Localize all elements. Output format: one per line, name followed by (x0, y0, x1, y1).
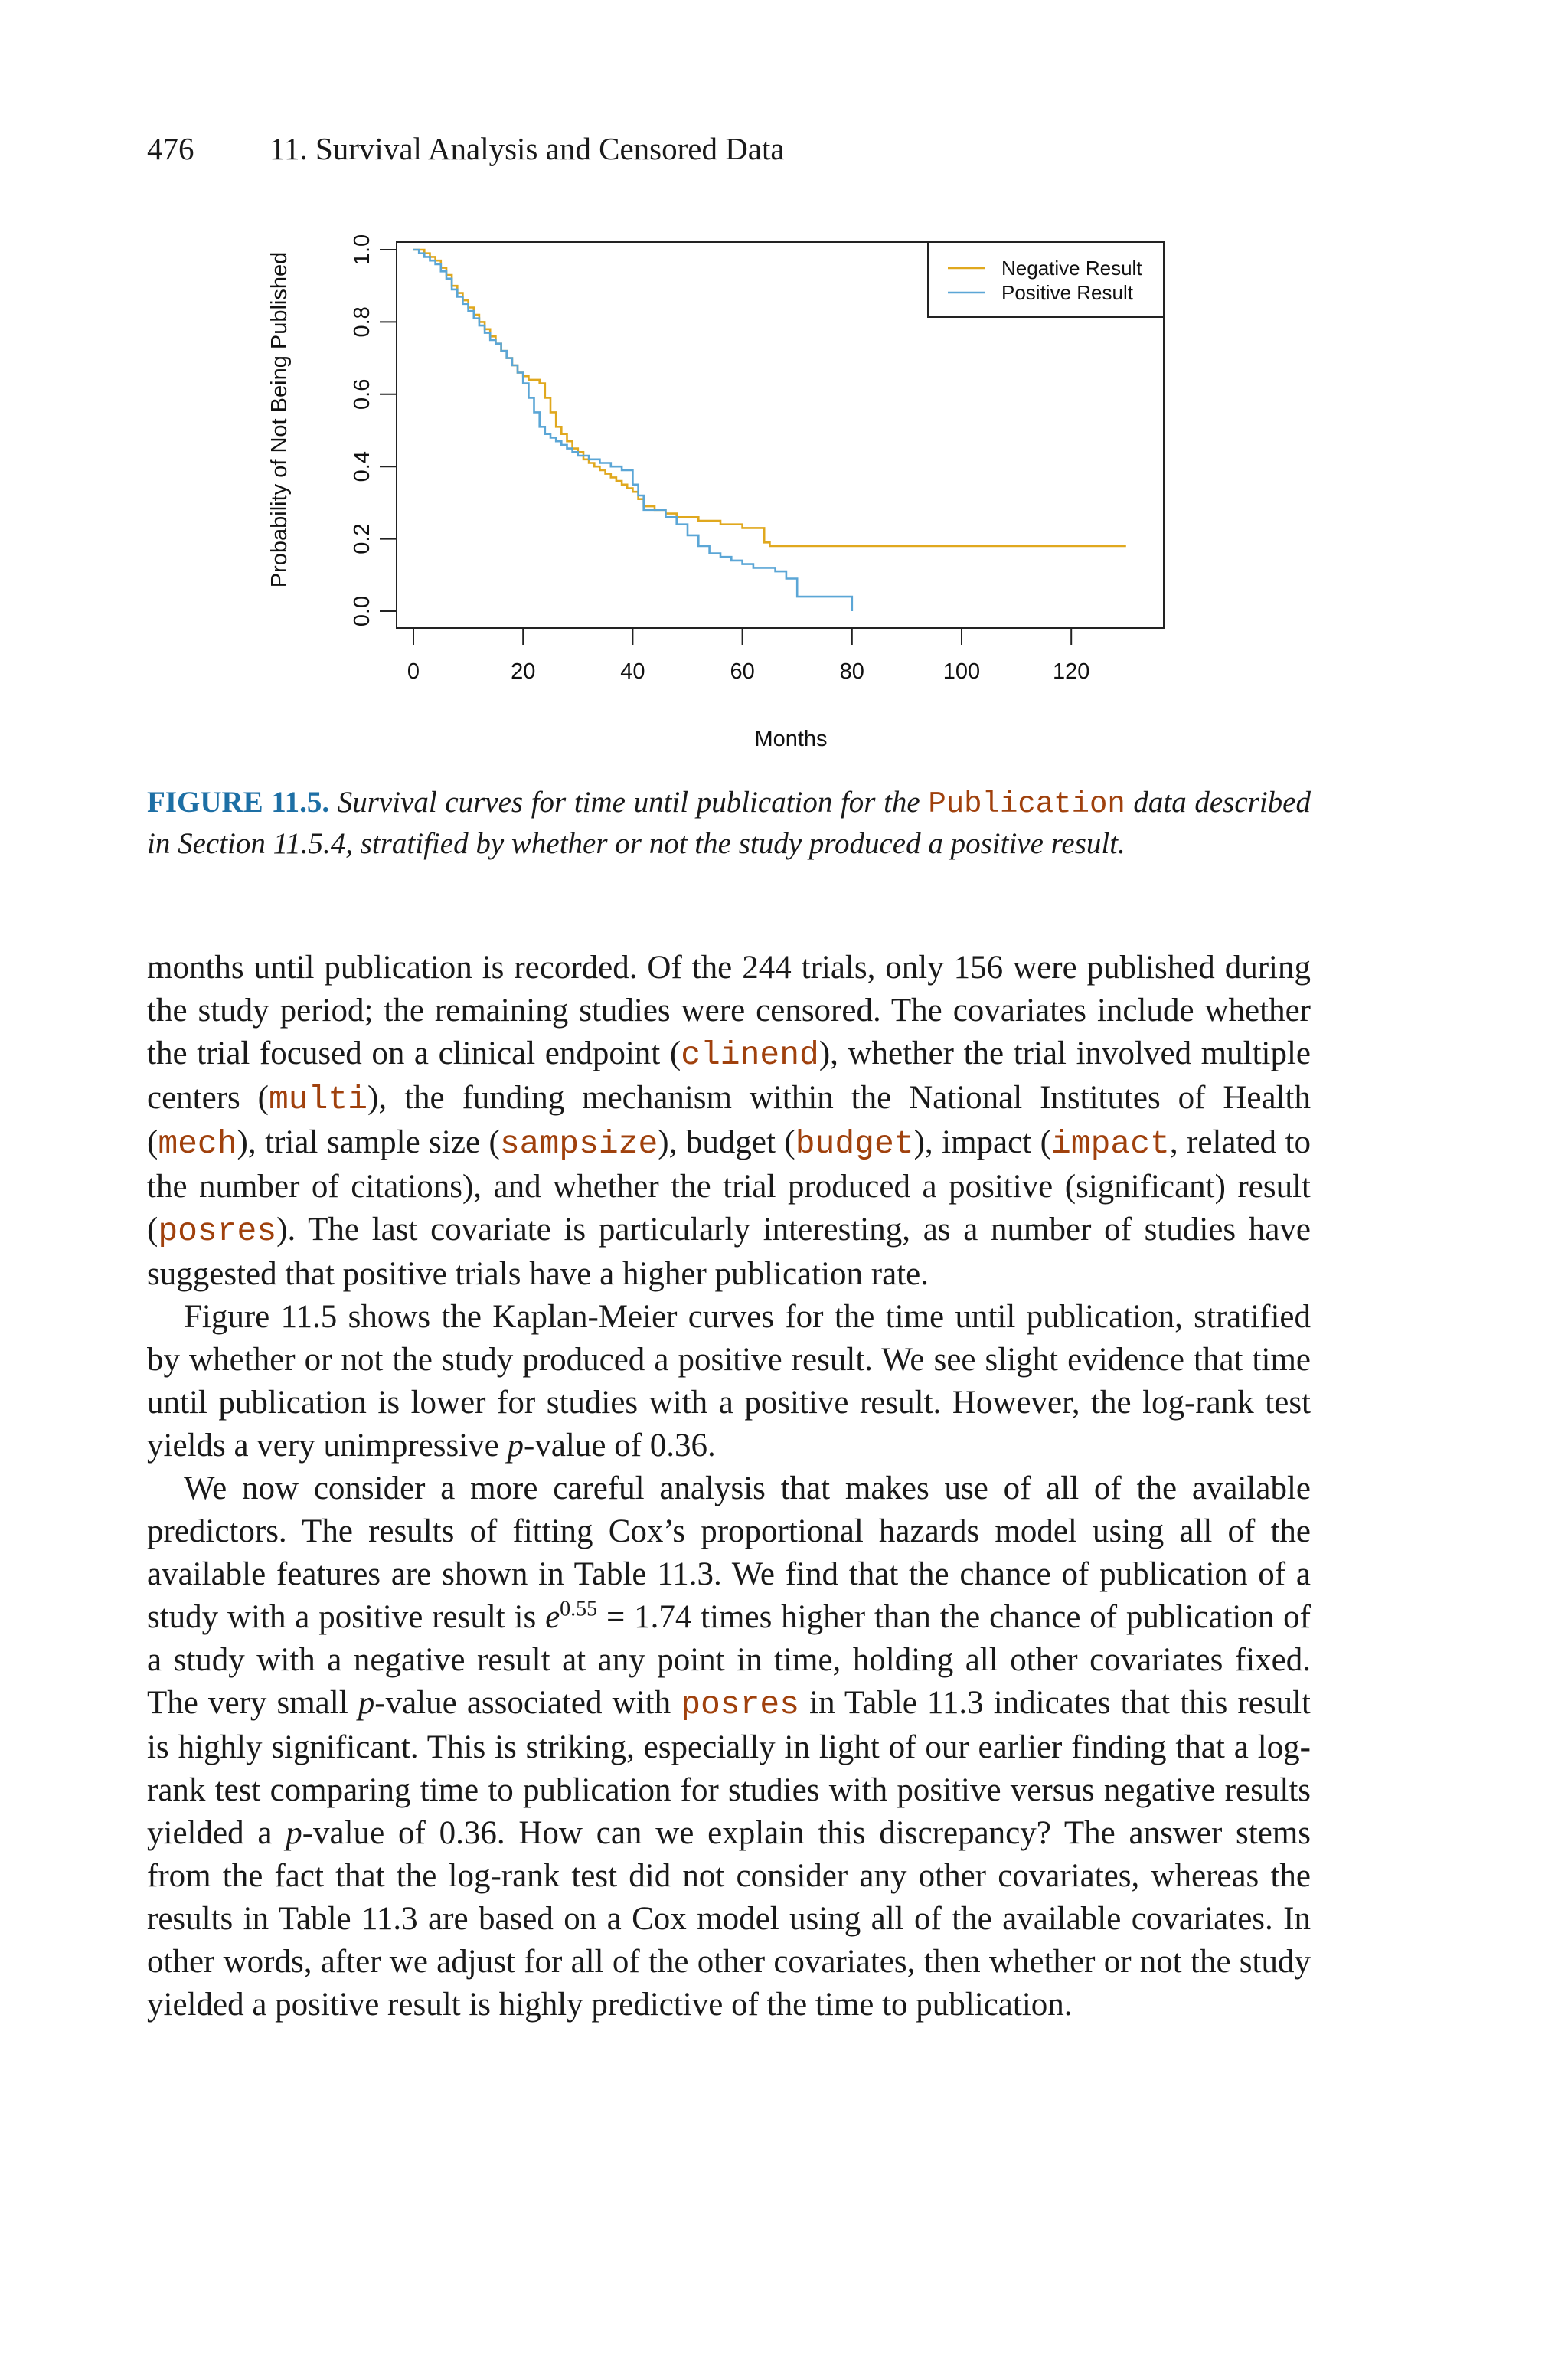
x-tick-label: 80 (839, 659, 864, 684)
legend-label: Negative Result (1001, 257, 1142, 280)
body-text (147, 947, 1311, 2026)
figure-label: FIGURE 11.5. (147, 786, 330, 819)
y-axis-label: Probability of Not Being Published (267, 251, 292, 588)
survival-curves-figure (260, 222, 1210, 774)
chapter-title: 11. Survival Analysis and Censored Data (270, 131, 785, 166)
code-publication: Publication (928, 787, 1125, 821)
code-mech: mech (158, 1125, 237, 1163)
x-tick-label: 20 (511, 659, 536, 684)
paragraph-2: Figure 11.5 shows the Kaplan-Meier curves for the time until publication, stratified by whether or not the study produced a positive result. We see slight evidence that time until publication is lower for studies with a positive result. However, the log-rank test yields a very unimpressive p-value of 0.36. (147, 1299, 1311, 1464)
y-tick-label: 0.0 (350, 595, 374, 627)
legend-label: Positive Result (1001, 281, 1133, 304)
running-head (147, 127, 1311, 170)
y-tick-label: 0.8 (350, 306, 374, 338)
code-multi: multi (269, 1081, 368, 1118)
x-tick-label: 0 (407, 659, 420, 684)
y-tick-label: 0.6 (350, 378, 374, 410)
x-axis-label: Months (754, 727, 828, 751)
paragraph-1: months until publication is recorded. Of the 244 trials, only 156 were published during the study period; the remaining studies were censored. The covariates include whether the trial focused on a clinical endpoint (clinend), whether the trial involved multiple centers (multi), the funding mechanism within the National Institutes of Health (mech), trial sample size (sampsize), budget (budget), impact (impact, related to the number of citations), and whether the trial produced a positive (significant) result (posres). The last covariate is particularly interesting, as a number of studies have suggested that positive trials have a higher publication rate. (147, 950, 1312, 1292)
survival-chart (260, 222, 1210, 774)
legend-box (928, 242, 1164, 317)
code-impact: impact (1050, 1125, 1170, 1163)
series-line-positive (413, 250, 852, 611)
code-posres: posres (681, 1686, 800, 1723)
figure-caption: FIGURE 11.5. Survival curves for time until publication for the Publication data described in Section 11.5.4, stratified by whether or not the study produced a positive result. (147, 786, 1311, 860)
code-posres: posres (158, 1212, 277, 1250)
code-sampsize: sampsize (499, 1125, 658, 1163)
x-tick-label: 60 (730, 659, 755, 684)
y-tick-label: 0.4 (350, 451, 374, 482)
x-tick-label: 120 (1053, 659, 1090, 684)
x-tick-label: 100 (942, 659, 981, 684)
y-tick-label: 1.0 (350, 234, 374, 266)
code-clinend: clinend (681, 1036, 819, 1074)
paragraph-3: We now consider a more careful analysis that makes use of all of the available predictors. The results of fitting Cox’s proportional hazards model using all of the available features are shown in Table 11.3. We find that the chance of publication of a study with a positive result is $e^{0.55} = 1.74$ times higher than the chance of publication of a study with a negative result at any point in time, holding all other covariates fixed. The very small p-value associated with posres in Table 11.3 indicates that this result is highly significant. This is striking, especially in light of our earlier finding that a log-rank test comparing time to publication for studies with positive versus negative results yielded a p-value of 0.36. How can we explain this discrepancy? The answer stems from the fact that the log-rank test did not consider any other covariates, whereas the results in Table 11.3 are based on a Cox model using all of the available covariates. In other words, after we adjust for all of the other covariates, then whether or not the study yielded a positive result is highly predictive of the time to publication. (147, 1470, 1311, 2023)
code-budget: budget (795, 1125, 914, 1163)
page-number: 476 (147, 131, 194, 166)
x-tick-label: 40 (620, 659, 645, 684)
y-tick-label: 0.2 (350, 523, 374, 554)
